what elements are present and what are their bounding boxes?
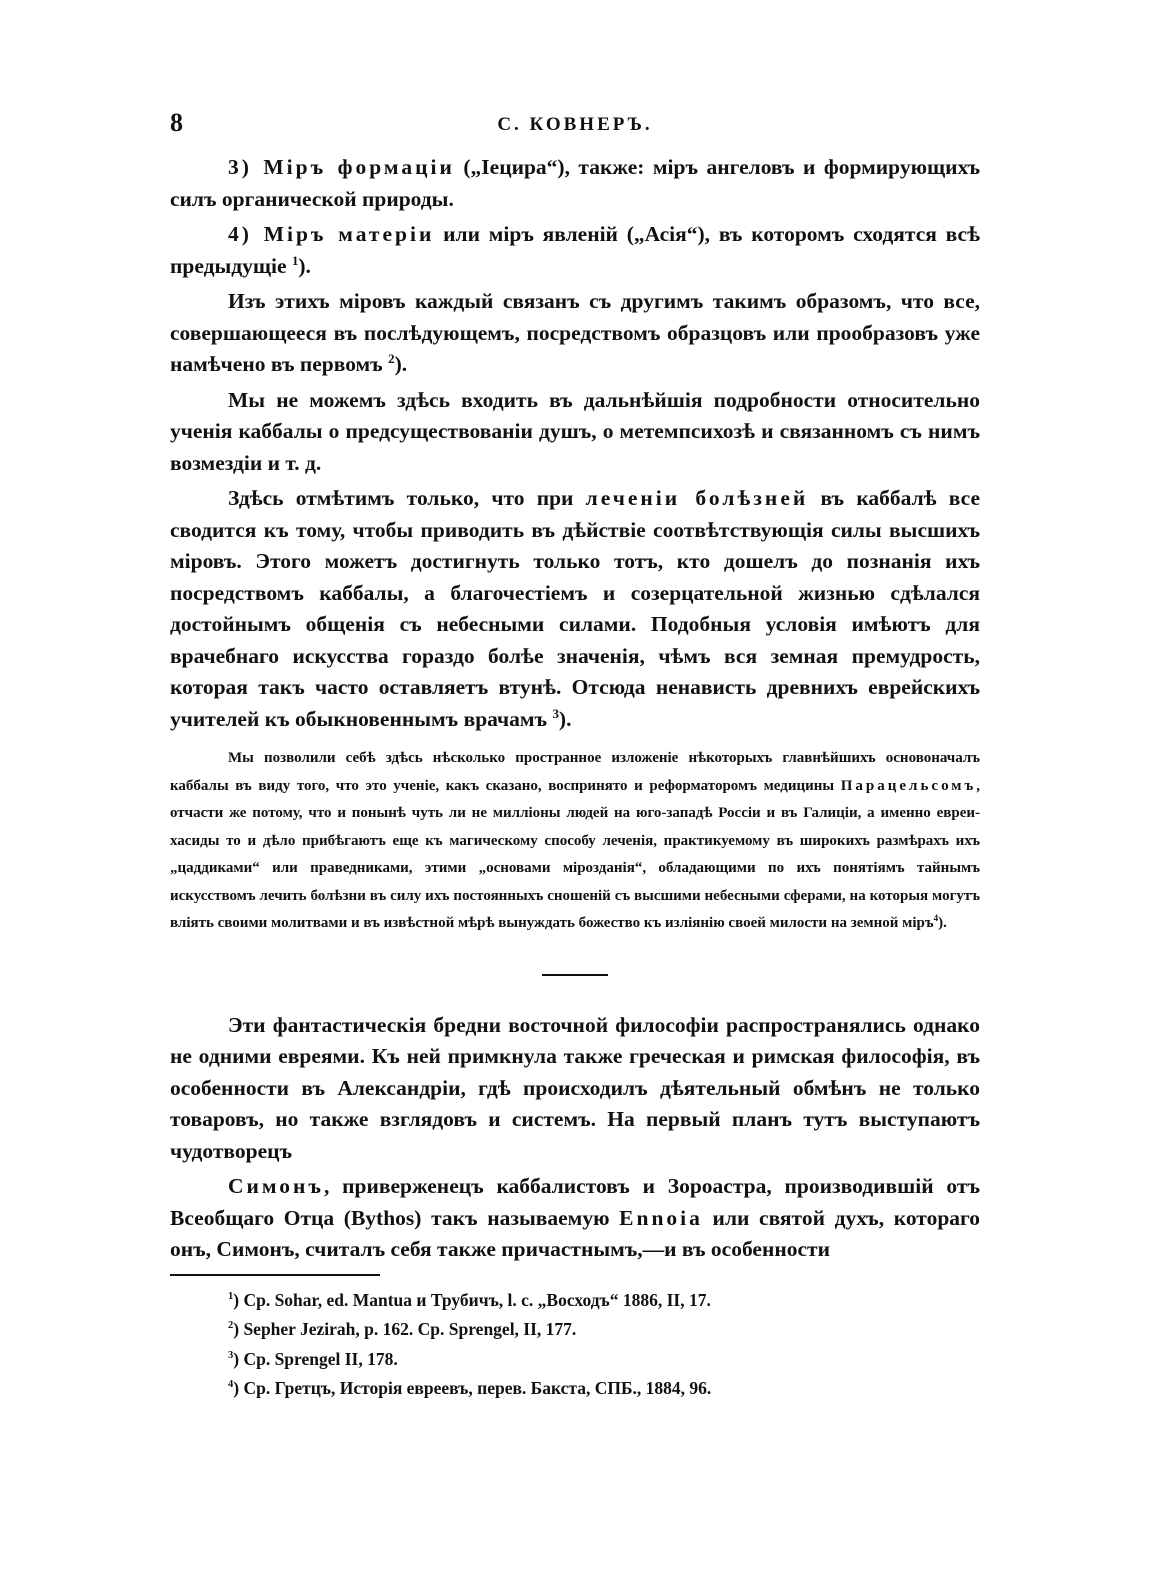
spaced-term: леченіи болѣзней [585, 486, 809, 510]
paragraph-text: или міръ явленій („Асія“), въ которомъ сходятся всѣ предыдущіе [170, 222, 980, 278]
paragraph-text: ). [394, 352, 408, 376]
paragraph-simon [170, 1171, 980, 1266]
paragraph-text: ). [298, 253, 311, 278]
footnote-ref: 1 [291, 253, 299, 268]
page-number: 8 [170, 108, 183, 137]
footnotes [170, 1286, 980, 1404]
footnote-ref: 2 [388, 351, 395, 366]
spaced-term: Парацельсомъ [840, 777, 977, 794]
footnote-ref: 4 [933, 913, 939, 923]
footnote-text: ) Ср. Sprengel II, 178. [233, 1348, 398, 1369]
page-header [170, 108, 980, 142]
spaced-term: Симонъ [228, 1174, 324, 1198]
footnote [170, 1345, 980, 1375]
footnote-text: ) Ср. Гретцъ, Исторія евреевъ, перев. Бакста, СПБ., 1884, 96. [233, 1378, 712, 1398]
paragraph-text: , приверженецъ каббалистовъ и Зороастра, производившій отъ Всеобщаго Отца (Bythos) такъ называемую [170, 1174, 980, 1230]
note-text: , отчасти же потому, что и понынѣ чуть ли не милліоны людей на юго-западѣ Россіи и въ Галиціи, а именно евреи-хасиды то и дѣло прибѣгаютъ еще къ магическому способу леченія, практикуемому въ широкихъ размѣрахъ ихъ „цаддиками“ или праведниками, этими „основами мірозданія“, обладающими по ихъ понятіямъ тайнымъ искусствомъ лечить болѣзни въ силу ихъ постоянныхъ сношеній съ высшими небесными сферами, на которыя могутъ вліять своими молитвами и въ извѣстной мѣрѣ вынуждать божество къ изліянію своей милости на земной міръ [170, 777, 980, 931]
spaced-term: 4) Міръ матеріи [228, 222, 435, 246]
footnote-text: ) Sepher Jezirah, p. 162. Ср. Sprengel, II, 177. [233, 1319, 577, 1339]
paragraph-fantasies: Эти фантастическія бредни восточной философіи распространялись однако не одними евреями. Къ ней примкнула также греческая и римская философія, въ особенности въ Александріи, гдѣ происходилъ дѣятельный обмѣнъ не только товаровъ, но также взглядовъ и системъ. На первый планъ тутъ выступаютъ чудотворецъ [170, 1012, 980, 1163]
spaced-term: Ennoia [619, 1205, 703, 1230]
footnote-text: ) Ср. Sohar, ed. Mantua и Трубичъ, l. c. „Восходъ“ 1886, II, 17. [233, 1289, 711, 1310]
paragraph-details: Мы не можемъ здѣсь входить въ дальнѣйшія подробности относительно ученія каббалы о предсуществованіи душъ, о метемпсихозѣ и связанномъ съ нимъ возмездіи и т. д. [170, 387, 980, 475]
note-text: Мы позволили себѣ здѣсь нѣсколько пространное изложеніе нѣкоторыхъ главнѣйшихъ основоначалъ каббалы въ виду того, что это ученіе, какъ сказано, воспринято и реформаторомъ медицины [170, 750, 980, 794]
footnote [170, 1315, 980, 1345]
footnote-mark: 2 [228, 1320, 234, 1332]
paragraph-text: ). [558, 706, 572, 731]
small-print-note [170, 745, 980, 938]
footnote-divider [170, 1274, 380, 1276]
footnote [170, 1286, 980, 1316]
running-head: С. КОВНЕРЪ. [497, 114, 653, 135]
paragraph-worlds-link [170, 286, 980, 381]
paragraph-text: или святой духъ, котораго онъ, Симонъ, считалъ себя также причастнымъ,—и въ особенности [170, 1205, 981, 1261]
paragraph-healing [170, 483, 980, 735]
paragraph-text: въ каббалѣ все сводится къ тому, чтобы приводить въ дѣйствіе соотвѣтствующія силы высшихъ міровъ. Этого можетъ достигнуть только тотъ, кто дошелъ до познанія ихъ посредствомъ каббалы, а благочестіемъ и созерцательной жизнью сдѣлался достойнымъ общенія съ небесными силами. Подобныя условія имѣютъ для врачебнаго искусства гораздо болѣе значенія, чѣмъ вся земная премудрость, которая такъ часто оставляетъ втунѣ. Отсюда ненависть древнихъ еврейскихъ учителей къ обыкновеннымъ врачамъ [170, 486, 980, 731]
paragraph-text: („Іецира“), также: міръ ангеловъ и формирующихъ силъ органической природы. [170, 155, 981, 211]
paragraph-world-of-formation [170, 152, 980, 215]
paragraph-world-of-matter [170, 219, 980, 282]
footnote [170, 1374, 980, 1404]
paragraph-text: Изъ этихъ міровъ каждый связанъ съ другимъ такимъ образомъ, что все, совершающееся въ послѣдующемъ, посредствомъ образцовъ или прообразовъ уже намѣчено въ первомъ [170, 289, 980, 376]
footnote-mark: 4 [228, 1379, 234, 1391]
spaced-term: 3) Міръ формаціи [228, 155, 455, 179]
footnote-mark: 3 [228, 1349, 234, 1361]
paragraph-text: Здѣсь отмѣтимъ только, что при [228, 486, 586, 510]
footnote-ref: 3 [552, 706, 559, 721]
section-divider [542, 974, 608, 976]
note-text: ). [938, 915, 947, 931]
footnote-mark: 1 [228, 1290, 234, 1302]
page-body [170, 152, 980, 1404]
